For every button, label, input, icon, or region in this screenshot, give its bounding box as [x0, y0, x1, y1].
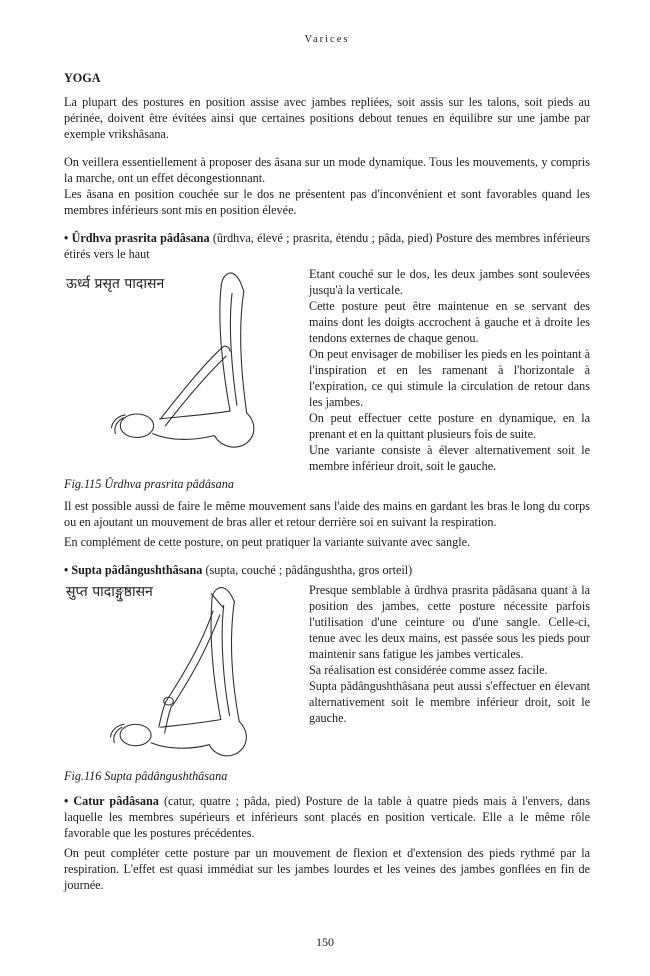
figure-side-paragraph: On peut effectuer cette posture en dynamique, en la prenant et en la quittant plusieurs fois de suite. [309, 411, 590, 441]
devanagari-label-supta: सुप्त पादाङ्गुष्ठासन [66, 584, 153, 600]
asana-heading-urdhva-rest: (ûrdhva, élevé ; prasrita, étendu ; pâda, pied) Posture des membres inférieurs étirés vers le haut [64, 231, 590, 261]
figure-side-paragraph: Sa réalisation est considérée comme assez facile. [309, 663, 548, 677]
asana-heading-supta [64, 562, 590, 578]
figure-side-paragraph: On peut envisager de mobiliser les pieds en les pointant à l'inspiration et en les ramenant à l'horizontale à l'expiration, ce qui stimule la circulation de retour dans les jambes. [309, 347, 590, 409]
figure-116-block [64, 582, 590, 766]
figure-115-drawing-area [64, 266, 309, 462]
asana-heading-supta-rest: (supta, couché ; pâdângushtha, gros orteil) [202, 563, 413, 577]
figure-115-drawing [64, 266, 304, 462]
figure-side-paragraph: Supta pâdângushthâsana peut aussi s'effectuer en élevant alternativement soit le membre inférieur droit, soit le gauche. [309, 679, 590, 725]
paragraph-position-couchee: Les âsana en position couchée sur le dos ne présentent pas d'inconvénient et sont favorables quand les membres inférieurs sont mis en position élevée. [64, 187, 590, 217]
figure-side-paragraph: Cette posture peut être maintenue en se servant des mains dont les doigts accrochent à gauche et à droite les tendons externes de chaque genou. [309, 299, 590, 345]
running-header: Varices [304, 34, 350, 45]
asana-heading-urdhva [64, 230, 590, 262]
section-heading-yoga: YOGA [64, 71, 101, 85]
figure-115-side-text [309, 266, 590, 474]
figure-116-caption: Fig.116 Supta pâdângushthâsana [64, 769, 228, 783]
asana-heading-catur [64, 793, 590, 841]
figure-115-caption: Fig.115 Ûrdhva prasrita pâdâsana [64, 477, 234, 491]
figure-side-paragraph: Etant couché sur le dos, les deux jambes sont soulevées jusqu'à la verticale. [309, 267, 590, 297]
paragraph-catur-complement: On peut compléter cette posture par un mouvement de flexion et d'extension des pieds rythmé par la respiration. L'effet est quasi immédiat sur les jambes lourdes et les veines des jambes gonflées en fin de journée. [64, 846, 590, 892]
figure-115-block [64, 266, 590, 474]
paragraph-postures-assises: La plupart des postures en position assise avec jambes repliées, soit assis sur les talons, soit pieds au périnée, doivent être évitées ainsi que certaines positions debout tenues en équilibre sur une jambe par exemple vrikshâsana. [64, 95, 590, 141]
figure-116-drawing [64, 582, 304, 766]
devanagari-label-urdhva: ऊर्ध्व प्रसृत पादासन [66, 276, 165, 292]
figure-side-paragraph: Presque semblable à ûrdhva prasrita pâdâsana quant à la position des jambes, cette posture nécessite parfois l'utilisation d'une ceinture ou d'une sangle. Celle-ci, tenue avec les deux mains, est passée sous les pieds pour maintenir sans fatigue les jambes verticales. [309, 583, 590, 661]
asana-name-supta: • Supta pâdângushthâsana [64, 563, 203, 577]
page-number: 150 [316, 935, 334, 949]
asana-heading-catur-rest: (catur, quatre ; pâda, pied) Posture de la table à quatre pieds mais à l'envers, dans laquelle les membres supérieurs et inférieurs sont placés en position verticale. Elle a le même rôle favorable que les postures précédentes. [64, 794, 590, 840]
paragraph-mode-dynamique: On veillera essentiellement à proposer des âsana sur un mode dynamique. Tous les mouvements, y compris la marche, ont un effet décongestionnant. [64, 155, 590, 185]
paragraph-sans-mains: Il est possible aussi de faire le même mouvement sans l'aide des mains en gardant les bras le long du corps ou en ajoutant un mouvement de bras aller et retour derrière soi en suivant la respiration. [64, 499, 590, 529]
figure-side-paragraph: Une variante consiste à élever alternativement soit le membre inférieur droit, soit le gauche. [309, 443, 590, 473]
figure-116-drawing-area [64, 582, 309, 766]
asana-name-urdhva: • Ûrdhva prasrita pâdâsana [64, 231, 210, 245]
paragraph-complement-sangle: En complément de cette posture, on peut pratiquer la variante suivante avec sangle. [64, 535, 471, 549]
figure-116-side-text [309, 582, 590, 726]
asana-name-catur: • Catur pâdâsana [64, 794, 159, 808]
